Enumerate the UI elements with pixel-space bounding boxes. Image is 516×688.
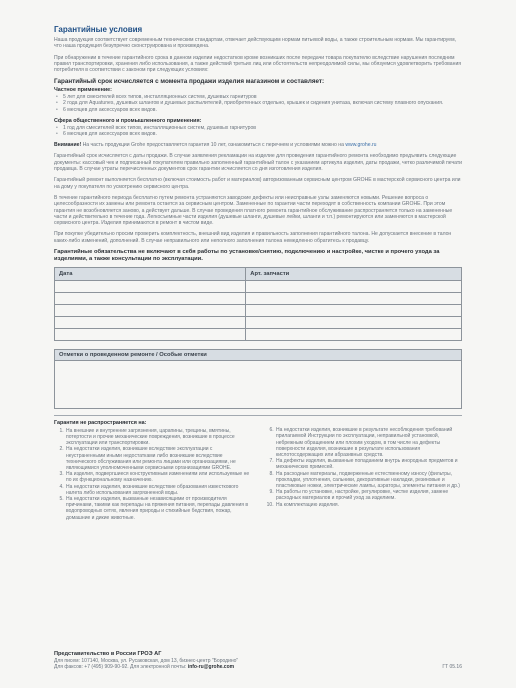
part-cell[interactable]: [246, 317, 462, 329]
list-item: 10. На комплектацию изделия.: [275, 502, 462, 508]
list-item: 7. На дефекты изделия, вызванные попаданием внутрь инородных предметов и механических примесей.: [275, 458, 462, 470]
attention-paragraph: [54, 142, 462, 148]
list-item: • 6 месяцев для аксессуаров всех видов.: [63, 107, 462, 113]
page-title: Гарантийные условия: [54, 25, 143, 34]
public-heading: Сфера общественного и промышленного применения:: [54, 117, 202, 124]
private-heading: Частное применение:: [54, 87, 112, 94]
date-cell[interactable]: [55, 281, 246, 293]
list-item: • 1 год для смесителей всех типов, инсталляционных систем, душевых гарнитуров: [63, 125, 462, 131]
list-item: • 2 года для Aquatunes, душевых шлангов и душевых распылителей, приобретенных отдельно, крышек и сидения унитаза, включая систему плавного опускания.: [63, 100, 462, 106]
note-heading: Гарантийные обязательства не включают в себя работы по установке/снятию, подключению и настройке, чистке и прочего ухода за изделиями, а также консультации по эксплуатации.: [54, 249, 440, 263]
intro-paragraph: Наша продукция соответствует современным техническим стандартам, отвечает действующим нормам питьевой воды, а также строительным нормам. Мы гарантируем, что наша продукция безупречно сконструирована и произведена.: [54, 37, 457, 50]
list-item: • 6 месяцев для аксессуаров всех видов.: [63, 131, 462, 137]
list-item: • 5 лет для смесителей всех типов, инсталляционных систем, душевых гарнитуров: [63, 94, 462, 100]
remarks-header: Отметки о проведенном ремонте / Особые отметки: [54, 349, 462, 360]
part-cell[interactable]: [246, 281, 462, 293]
service-table: [54, 267, 462, 341]
private-list: [54, 94, 462, 113]
address-line: Для писем: 107140, Москва, ул. Русаковская, дом 13, бизнес-центр "Бородино": [54, 658, 239, 664]
attention-label: Внимание!: [54, 142, 82, 149]
part-cell[interactable]: [246, 329, 462, 341]
divider: [54, 415, 462, 416]
date-cell[interactable]: [55, 305, 246, 317]
list-item: 2. На недостатки изделия, возникшие вследствие эксплуатации с неустраненными иными недостатками либо возникшие вследствие технического обслуживания или ремонта лицами или организациями, не являющимися уполномоченными сервисными организациями GROHE.: [65, 446, 252, 471]
representative-title: Представительство в России ГРОЭ АГ: [54, 651, 162, 657]
list-item: 3. На изделия, подвергшиеся конструктивным изменениям или используемые не по их функциональному назначению.: [65, 471, 252, 483]
date-cell[interactable]: [55, 329, 246, 341]
documents-paragraph: Гарантийный срок исчисляется с даты продажи. В случае заявления рекламации на изделие для проведения гарантийного ремонта необходимо предъявить следующие документы: кассовый чек и подписанный покупателем правильно заполненный гарантийный талон с указанием артикула изделия, даты продажи, четко различимой печати продавца. В случае утраты перечисленных документов срок гарантии исчисляется со дня изготовления изделия.: [54, 153, 463, 173]
document-code: ГТ 05.16: [442, 664, 462, 671]
exclusions-section: [54, 420, 462, 521]
part-column-header: Арт. запчасти: [246, 268, 462, 281]
replace-paragraph: В течение гарантийного периода бесплатно путем ремонта устраняются заводские дефекты или неисправные узлы заменяются новыми. Решение вопроса о целесообразности их замены или ремонта остается за сервисным центром. Замененные по гарантии части переходят в собственность компании GROHE. При этом гарантия не возобновляется заново, а действует дальше. В случае проведения платного ремонта гарантийное обслуживание распространяется только на замененные части и действительно в течение года. Легкосъемные части изделия (душевые шланги, душевые лейки, шланги и т.п.) ремонтируются или заменяются в мастерской сервисного центра. Изделия принимаются в ремонт в чистом виде.: [54, 194, 453, 227]
list-item: 9. На работы по установке, настройке, регулировке, чистке изделия, замене расходных материалов и прочий уход за изделием.: [275, 489, 462, 501]
remarks-box[interactable]: [54, 360, 462, 409]
period-heading: Гарантийный срок исчисляется с момента продажи изделия магазином и составляет:: [54, 78, 325, 86]
list-item: 5. На недостатки изделия, вызванные независящими от производителя причинами, такими как перепады на пряжения питания, перепады давления в водопроводных сетях, явления природы и стихийные бедствия, пожар, домашние и дикие животные.: [65, 496, 252, 521]
table-row: [55, 281, 462, 293]
part-cell[interactable]: [246, 293, 462, 305]
repair-paragraph: Гарантийный ремонт выполняется бесплатно (включая стоимость работ и материалов) авторизованным сервисным центром GROHE в мастерской сервисного центра или на дому у покупателя по усмотрению сервисного центра.: [54, 177, 461, 190]
date-cell[interactable]: [55, 293, 246, 305]
table-row: [55, 293, 462, 305]
table-row: [55, 305, 462, 317]
exclusions-right-column: [264, 420, 462, 521]
list-item: 6. На недостатки изделия, возникшие в результате несоблюдения требований прилагаемой Инструкции по эксплуатации, неправильной установкой, небрежным обращением или плохим уходом, в том числе на дефекты поверхности изделия, возникшие в результате использования кислотосодержащих или абразивных средств.: [275, 427, 462, 458]
list-item: 1. На внешние и внутренние загрязнения, царапины, трещины, вмятины, потертости и прочие механические повреждения, возникшие в процессе эксплуатации или транспортировки.: [65, 428, 252, 447]
footer: [54, 651, 462, 670]
part-cell[interactable]: [246, 305, 462, 317]
phone-text: Для факсов: +7 (495) 909-90-92. Для электронной почты:: [54, 664, 187, 671]
public-list: [54, 125, 462, 138]
table-row: [55, 329, 462, 341]
list-item: 8. На расходные материалы, подверженные естественному износу (фильтры, прокладки, уплотнения, сальники, декоративные накладки, резиновые и пластиковые ножки, электрические лампы, аэраторы, элементы питания и др.): [275, 471, 462, 490]
attention-text: На часть продукции Grohe предоставляется гарантия 10 лет, ознакомиться с перечнем и условиями можно на: [82, 142, 344, 149]
grohe-link[interactable]: www.grohe.ru: [345, 142, 377, 149]
defects-paragraph: При обнаружении в течение гарантийного срока в данном изделии недостатков кроме возникших после передачи товара покупателю вследствие нарушения последним правил транспортировки, хранения либо использования, а также действий третьих лиц или обстоятельств непреодолимой силы, мы обязуемся удовлетворить требования потребителя в соответствии с законом при следующих условиях:: [54, 54, 462, 74]
list-item: 4. На недостатки изделия, возникшие вследствие образования известкового налета либо использования загрязненной воды.: [65, 484, 252, 496]
exclusions-left-list: [54, 428, 252, 521]
date-cell[interactable]: [55, 317, 246, 329]
exclusions-right-list: [264, 427, 462, 508]
email-link[interactable]: info-ru@grohe.com: [187, 664, 235, 671]
exclusions-heading: Гарантия не распространяется на:: [54, 420, 147, 427]
exclusions-left-column: [54, 420, 252, 521]
date-column-header: Дата: [55, 268, 246, 281]
check-paragraph: При покупке убедительно просим проверить комплектность, внешний вид изделия и правильность заполнения гарантийного талона. Не допускается внесение в талон каких-либо изменений, дополнений. В случае неправильного или неполного заполнения талона немедленно обратитесь к продавцу.: [54, 231, 452, 244]
table-row: [55, 317, 462, 329]
contact-line: [54, 664, 462, 670]
